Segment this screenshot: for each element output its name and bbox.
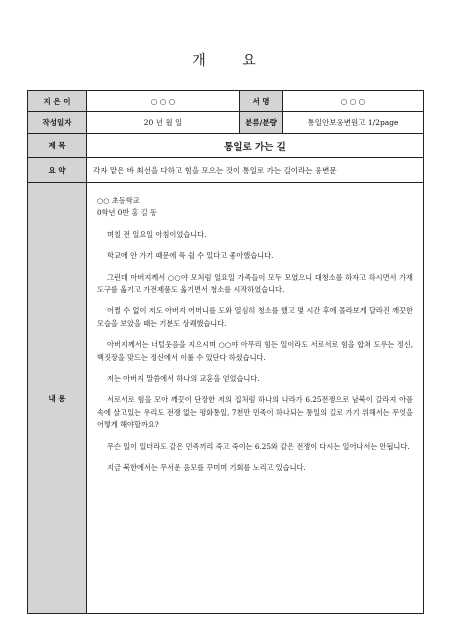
content-body [87,183,424,614]
document-form [27,90,424,614]
summary-value: 각자 맡은 바 최선을 다하고 힘을 모으는 것이 통일로 가는 길이라는 웅변문 [87,158,424,183]
name-value: ○ ○ ○ [283,91,424,112]
student-name: 0학년 0반 홍 길 동 [97,208,157,218]
date-value: 20 년 월 일 [87,112,240,134]
paragraph: 그런데 아버지께서 ○○야 모처럼 일요일 가족들이 모두 모였으니 대청소를 하자고 하시면서 가재도구를 옮기고 가전제품도 옮기면서 청소를 시작하였습니다. [97,272,413,295]
page-title [0,50,450,70]
paragraph: 어쩔 수 없이 저도 아버지 어머니를 도와 열심히 청소를 했고 몇 시간 후에 몰라보게 달라진 깨끗한 모습을 보았을 때는 기분도 상쾌했습니다. [97,306,413,328]
paragraph: 학교에 안 가기 때문에 푹 쉴 수 있다고 좋아했습니다. [107,251,274,261]
category-label: 분류/분량 [240,112,283,134]
subject-value: 통일로 가는 길 [87,134,424,158]
content-label: 내 용 [28,183,87,614]
paragraph: 며칠 전 일요일 아침이었습니다. [107,229,207,239]
subject-label: 제 목 [28,134,87,158]
paragraph: 서로서로 힘을 모아 깨끗이 단장한 저의 집처럼 하나의 나라가 6.25전쟁으로 남북이 갈라져 아픔 속에 살고있는 우리도 전쟁 없는 평화통일, 7천만 민족이 하나되는 통일의 길로 가기 위해서는 무엇을 어떻게 해야할까요? [97,395,413,430]
author-value: ○ ○ ○ [87,91,240,112]
category-value: 통일안보웅변원고 1/2page [283,112,424,134]
author-label: 지 은 이 [28,91,87,112]
paragraph: 아버지께서는 너털웃음을 지으시며 ○○야 아무리 힘든 일이라도 서로서로 힘을 합쳐 도우는 정신, 백짓장을 맞드는 정신에서 이룰 수 있단다 하셨습니다. [97,340,413,362]
title-char-1: 개 [192,53,208,69]
name-label: 서 명 [240,91,283,112]
title-char-2: 요 [242,53,258,69]
summary-label: 요 약 [28,158,87,183]
school-name: ○○ 초등학교 [97,196,140,205]
paragraph: 저는 아버지 말씀에서 하나의 교훈을 얻었습니다. [107,374,260,384]
date-label: 작성일자 [28,112,87,134]
paragraph: 무슨 일이 있더라도 같은 민족끼리 죽고 죽이는 6.25와 같은 전쟁이 다시는 일어나서는 안됩니다. [107,441,410,451]
paragraph: 지금 북한에서는 무서운 음모를 꾸미며 기회를 노리고 있습니다. [107,463,306,473]
